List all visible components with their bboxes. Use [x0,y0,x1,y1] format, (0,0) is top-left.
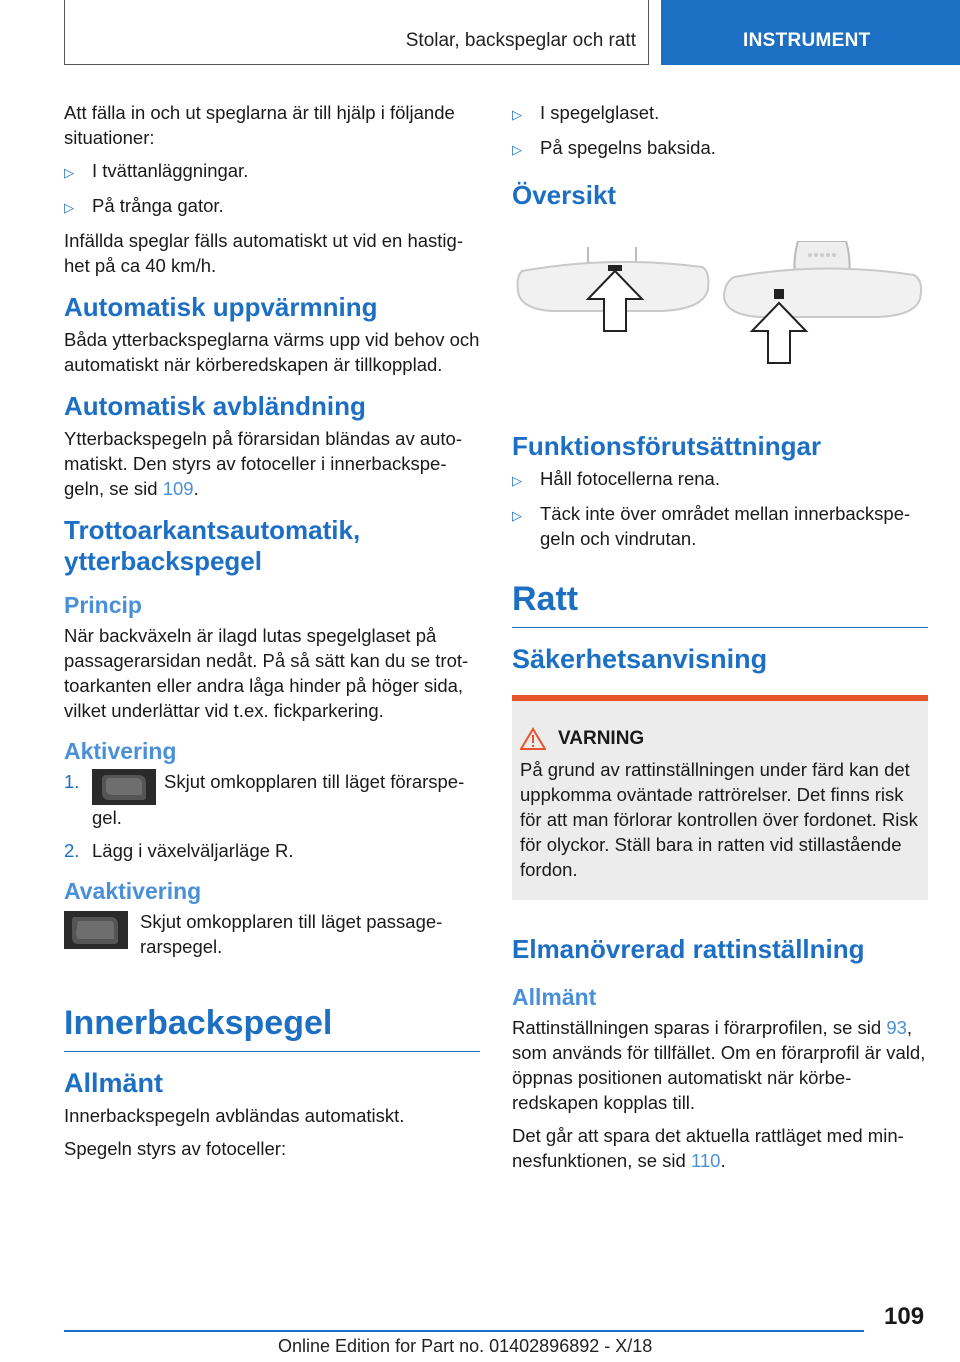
header-section-box [64,0,649,65]
heading-curb-mirror: Trottoarkantsautomatik, ytterbackspegel [64,515,361,576]
list-item: ▷ På spegelns baksida. [512,135,928,162]
deactivation-row [64,909,480,959]
page-link[interactable]: 110 [690,1150,721,1171]
footer-edition: Online Edition for Part no. 01402896892 - X/18 [278,1336,653,1356]
deactivation-paragraph: Skjut omkopplaren till läget passagerarspegel. [140,911,443,957]
general-paragraph-2: Spegeln styrs av fotoceller: [64,1138,287,1159]
triangle-bullet-icon: ▷ [512,107,522,122]
warning-title: VARNING [558,728,645,749]
header-section-title: Stolar, backspeglar och ratt [405,30,636,51]
warning-box [512,695,928,900]
heading-principle: Princip [64,592,142,618]
heading-deactivation: Avaktivering [64,878,202,904]
triangle-bullet-icon: ▷ [512,508,522,523]
page-number: 109 [884,1303,925,1330]
list-item: 2. Lägg i växelväljarläge R. [64,840,294,861]
heading-activation: Aktivering [64,738,177,764]
heating-paragraph: Båda ytterbackspeglarna värms upp vid behov och automatiskt när körberedskapen är tillkopplad. [64,329,480,375]
electric-paragraph-2: Det går att spara det aktuella rattläget med minnesfunktionen, se sid 110. [512,1125,904,1171]
heading-general: Allmänt [64,1068,164,1098]
heading-overview: Översikt [512,180,617,210]
heading-safety: Säkerhetsanvisning [512,644,768,674]
footer-divider [64,1330,864,1332]
heading-heating: Automatisk uppvärmning [64,292,378,322]
triangle-bullet-icon: ▷ [64,165,74,180]
list-item: ▷ Håll fotocellerna rena. [512,466,928,493]
list-item: ▷ I tvättanläggningar. [64,158,480,185]
right-column [512,100,928,1181]
heading-steering-wheel: Ratt [512,579,928,628]
header-chapter-box [661,0,960,65]
list-item: ▷ I spegelglaset. [512,100,928,127]
electric-paragraph-1: Rattinställningen sparas i förarprofilen, se sid 93, som används för tillfället. Om en förarprofil är vald, öppnas positionen automatiskt när körberedskapen kopplas till. [512,1017,926,1113]
inner-mirror-illustration [512,241,928,401]
dimming-paragraph: Ytterbackspegeln på förarsidan bländas av automatiskt. Den styrs av fotoceller i innerbackspegeln, se sid 109. [64,428,463,499]
heading-dimming: Automatisk avbländning [64,391,366,421]
left-column [64,100,480,1169]
intro-paragraph: Att fälla in och ut speglarna är till hjälp i följande situationer: [64,102,455,148]
mirror-switch-icon [64,911,128,949]
warning-triangle-icon [520,727,546,751]
principle-paragraph: När backväxeln är ilagd lutas spegelglaset på passagerarsidan nedåt. På så sätt kan du se trottoarkanten eller andra låga hinder på höger sida, vilket underlättar vid t.ex. fickparkering. [64,625,469,721]
page-link[interactable]: 109 [162,478,194,499]
triangle-bullet-icon: ▷ [512,473,522,488]
page-link[interactable]: 93 [886,1017,907,1038]
general-paragraph-1: Innerbackspegeln avbländas automatiskt. [64,1105,405,1126]
list-item: ▷ På trånga gator. [64,193,480,220]
list-item: ▷ Täck inte över området mellan innerbackspegeln och vindrutan. [512,503,911,549]
header-chapter-title: INSTRUMENT [743,30,871,51]
mirror-switch-icon [92,769,156,805]
heading-general-right: Allmänt [512,984,597,1010]
heading-inner-mirror: Innerbackspegel [64,1003,480,1052]
warning-text: På grund av rattinställningen under färd kan det uppkomma oväntade rattrörelser. Det finns risk för att man förlorar kontrollen över fordonet. Risk för olyckor. Ställ bara in ratten vid stillastående fordon. [520,759,918,880]
list-item: 1. Skjut omkopplaren till läget förarspegel. [64,771,465,828]
triangle-bullet-icon: ▷ [512,142,522,157]
fold-paragraph: Infällda speglar fälls automatiskt ut vid en hastighet på ca 40 km/h. [64,230,463,276]
heading-electric-adjustment: Elmanövrerad rattinställning [512,934,865,964]
triangle-bullet-icon: ▷ [64,200,74,215]
heading-function-requirements: Funktionsförutsättningar [512,431,822,461]
